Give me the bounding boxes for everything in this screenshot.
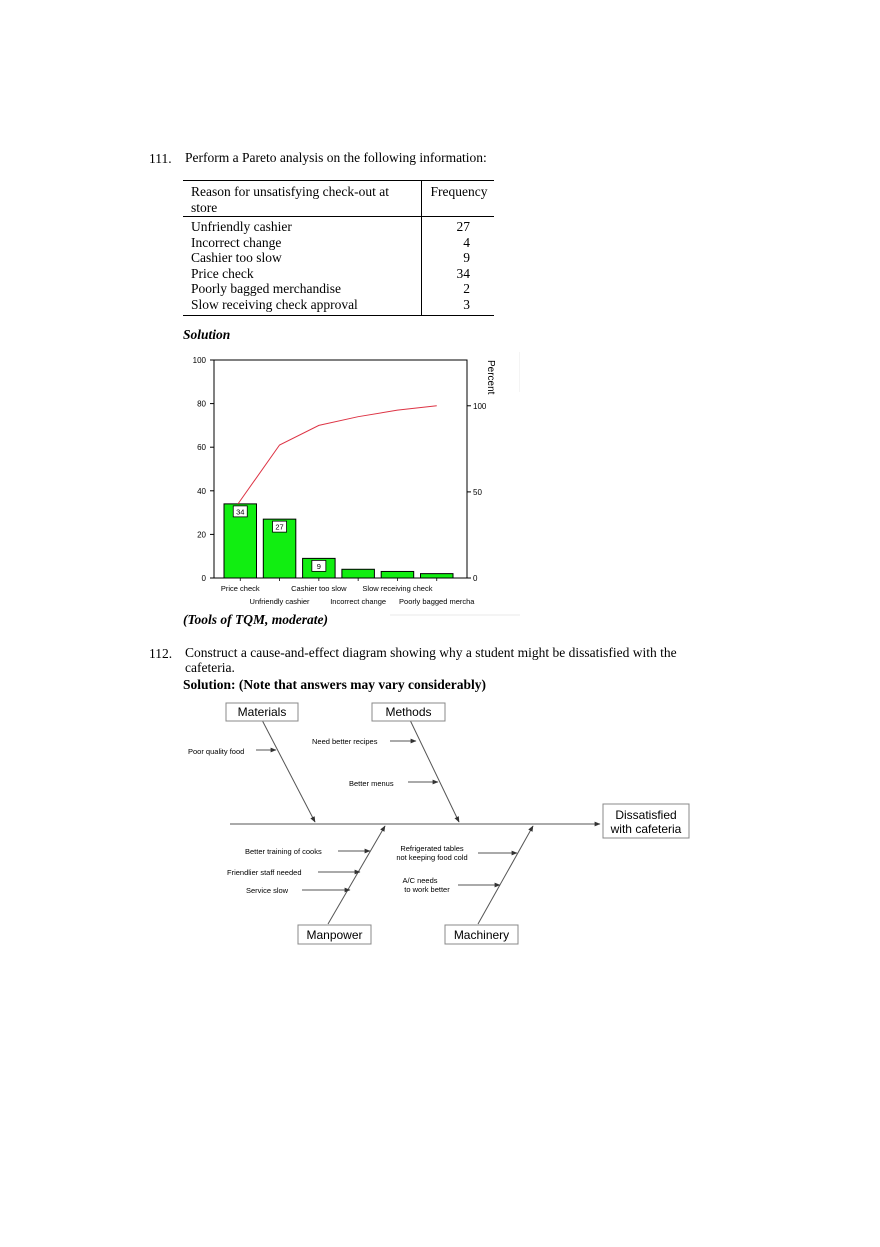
left-tick-label: 80	[197, 399, 206, 409]
frequency-cell: 9	[463, 250, 470, 265]
cause-better-training: Better training of cooks	[245, 847, 322, 856]
data-label: 9	[316, 561, 321, 571]
frequency-cell: 34	[456, 265, 470, 281]
reason-cell: Slow receiving check approval	[183, 297, 422, 316]
category-label: Poorly bagged mercha	[399, 597, 475, 606]
fishbone-diagram	[180, 698, 700, 950]
left-tick-label: 20	[197, 530, 206, 540]
cause-poor-quality-food: Poor quality food	[188, 747, 245, 756]
frequency-table	[183, 180, 494, 316]
y2-axis-title: Percent	[485, 360, 496, 395]
cause-friendlier-staff: Friendlier staff needed	[227, 868, 302, 877]
question-111-tag: (Tools of TQM, moderate)	[183, 612, 328, 627]
question-112-prompt-line2: cafeteria.	[185, 660, 235, 675]
manpower-label: Manpower	[306, 928, 363, 942]
right-tick-label: 100	[473, 401, 487, 411]
effect-label-line2: with cafeteria	[610, 822, 682, 836]
cause-ac-line2: to work better	[404, 885, 450, 894]
manpower-bone	[328, 826, 385, 924]
solution-label: Solution	[183, 327, 231, 342]
data-label: 27	[275, 522, 284, 532]
methods-label: Methods	[385, 705, 432, 719]
reason-cell: Poorly bagged merchandise	[183, 281, 422, 297]
left-axis	[193, 356, 214, 583]
right-tick-label: 50	[473, 487, 482, 497]
reason-cell: Price check	[183, 266, 422, 282]
bar	[381, 571, 414, 578]
machinery-bone	[478, 826, 533, 924]
methods-bone	[410, 720, 459, 822]
right-tick-label: 0	[473, 574, 478, 583]
cause-refrigerated-line1: Refrigerated tables	[400, 844, 464, 853]
table-row	[183, 281, 494, 297]
machinery-label: Machinery	[453, 928, 510, 942]
category-labels	[221, 578, 475, 606]
question-111-number: 111.	[149, 151, 172, 166]
reason-cell: Incorrect change	[183, 235, 422, 251]
effect-label-line1: Dissatisfied	[615, 808, 677, 822]
cause-service-slow: Service slow	[246, 886, 289, 895]
frequency-cell: 3	[463, 296, 470, 312]
left-tick-label: 100	[192, 356, 206, 365]
frequency-cell: 2	[463, 281, 470, 296]
materials-bone	[262, 720, 315, 822]
frequency-cell: 4	[463, 234, 470, 250]
table-row	[183, 217, 494, 235]
header-frequency: Frequency	[430, 184, 488, 199]
frequency-cell: 27	[456, 219, 470, 234]
category-label: Cashier too slow	[291, 584, 347, 593]
reason-cell: Cashier too slow	[183, 250, 422, 266]
data-label: 34	[236, 507, 245, 517]
pareto-chart	[180, 352, 520, 617]
category-label: Slow receiving check	[362, 584, 433, 593]
materials-label: Materials	[237, 705, 287, 719]
cause-refrigerated-line2: not keeping food cold	[396, 853, 468, 862]
question-111-prompt: Perform a Pareto analysis on the following information:	[185, 150, 487, 165]
category-label: Incorrect change	[330, 597, 387, 606]
reason-cell: Unfriendly cashier	[183, 217, 422, 235]
cause-better-menus: Better menus	[349, 779, 394, 788]
header-reason: Reason for unsatisfying check-out at store	[183, 181, 422, 217]
table-row	[183, 250, 494, 266]
table-header-row	[183, 181, 494, 217]
table-row	[183, 266, 494, 282]
question-112-number: 112.	[149, 646, 173, 661]
category-label: Price check	[220, 584, 260, 593]
bar	[421, 574, 454, 578]
question-112-prompt-line1: Construct a cause-and-effect diagram showing why a student might be dissatisfied with the	[185, 645, 677, 660]
bar	[342, 569, 375, 578]
cause-ac-line1: A/C needs	[402, 876, 438, 885]
table-row	[183, 297, 494, 316]
table-row	[183, 235, 494, 251]
left-tick-label: 0	[201, 574, 206, 583]
right-axis	[467, 402, 487, 583]
question-112-solution: Solution: (Note that answers may vary considerably)	[183, 677, 486, 692]
left-tick-label: 40	[197, 486, 206, 496]
cause-need-better-recipes: Need better recipes	[312, 737, 378, 746]
left-tick-label: 60	[197, 443, 206, 453]
category-label: Unfriendly cashier	[249, 597, 310, 606]
